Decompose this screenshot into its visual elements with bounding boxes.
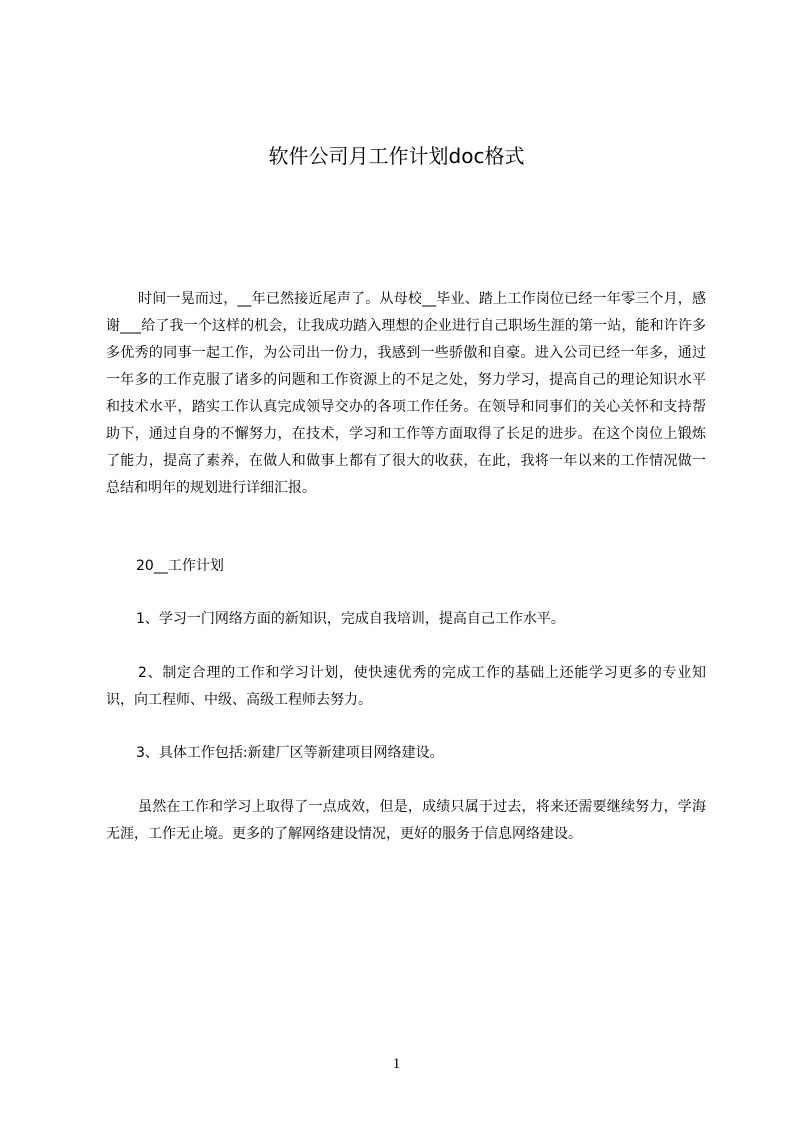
closing-paragraph [106, 794, 706, 848]
document-title: 软件公司月工作计划doc格式 [268, 144, 525, 168]
plan-heading: 20__工作计划 [136, 558, 224, 574]
plan-item-2 [106, 660, 706, 714]
intro-paragraph-text: 时间一晃而过，__年已然接近尾声了。从母校__毕业、踏上工作岗位已经一年零三个月，感谢___给了我一个这样的机会，让我成功踏入理想的企业进行自己职场生涯的第一站，能和许许多多优秀的同事一起工作，为公司出一份力，我感到一些骄傲和自豪。进入公司已经一年多，通过一年多的工作克服了诸多的问题和工作资源上的不足之处，努力学习，提高自己的理论知识水平和技术水平，踏实工作认真完成领导交办的各项工作任务。在领导和同事们的关心关怀和支持帮助下，通过自身的不懈努力，在技术，学习和工作等方面取得了长足的进步。在这个岗位上锻炼了能力，提高了素养，在做人和做事上都有了很大的收获，在此，我将一年以来的工作情况做一总结和明年的规划进行详细汇报。 [106, 291, 706, 496]
closing-paragraph-text: 虽然在工作和学习上取得了一点成效，但是，成绩只属于过去，将来还需要继续努力，学海无涯，工作无止境。更多的了解网络建设情况，更好的服务于信息网络建设。 [106, 799, 706, 842]
intro-paragraph [106, 286, 706, 502]
plan-item-1: 1、学习一门网络方面的新知识，完成自我培训，提高自己工作水平。 [136, 611, 565, 627]
plan-item-3: 3、具体工作包括:新建厂区等新建项目网络建设。 [136, 745, 444, 761]
page-number: 1 [392, 1056, 401, 1072]
plan-item-2-text: 2、制定合理的工作和学习计划，使快速优秀的完成工作的基础上还能学习更多的专业知识，向工程师、中级、高级工程师去努力。 [106, 665, 706, 708]
